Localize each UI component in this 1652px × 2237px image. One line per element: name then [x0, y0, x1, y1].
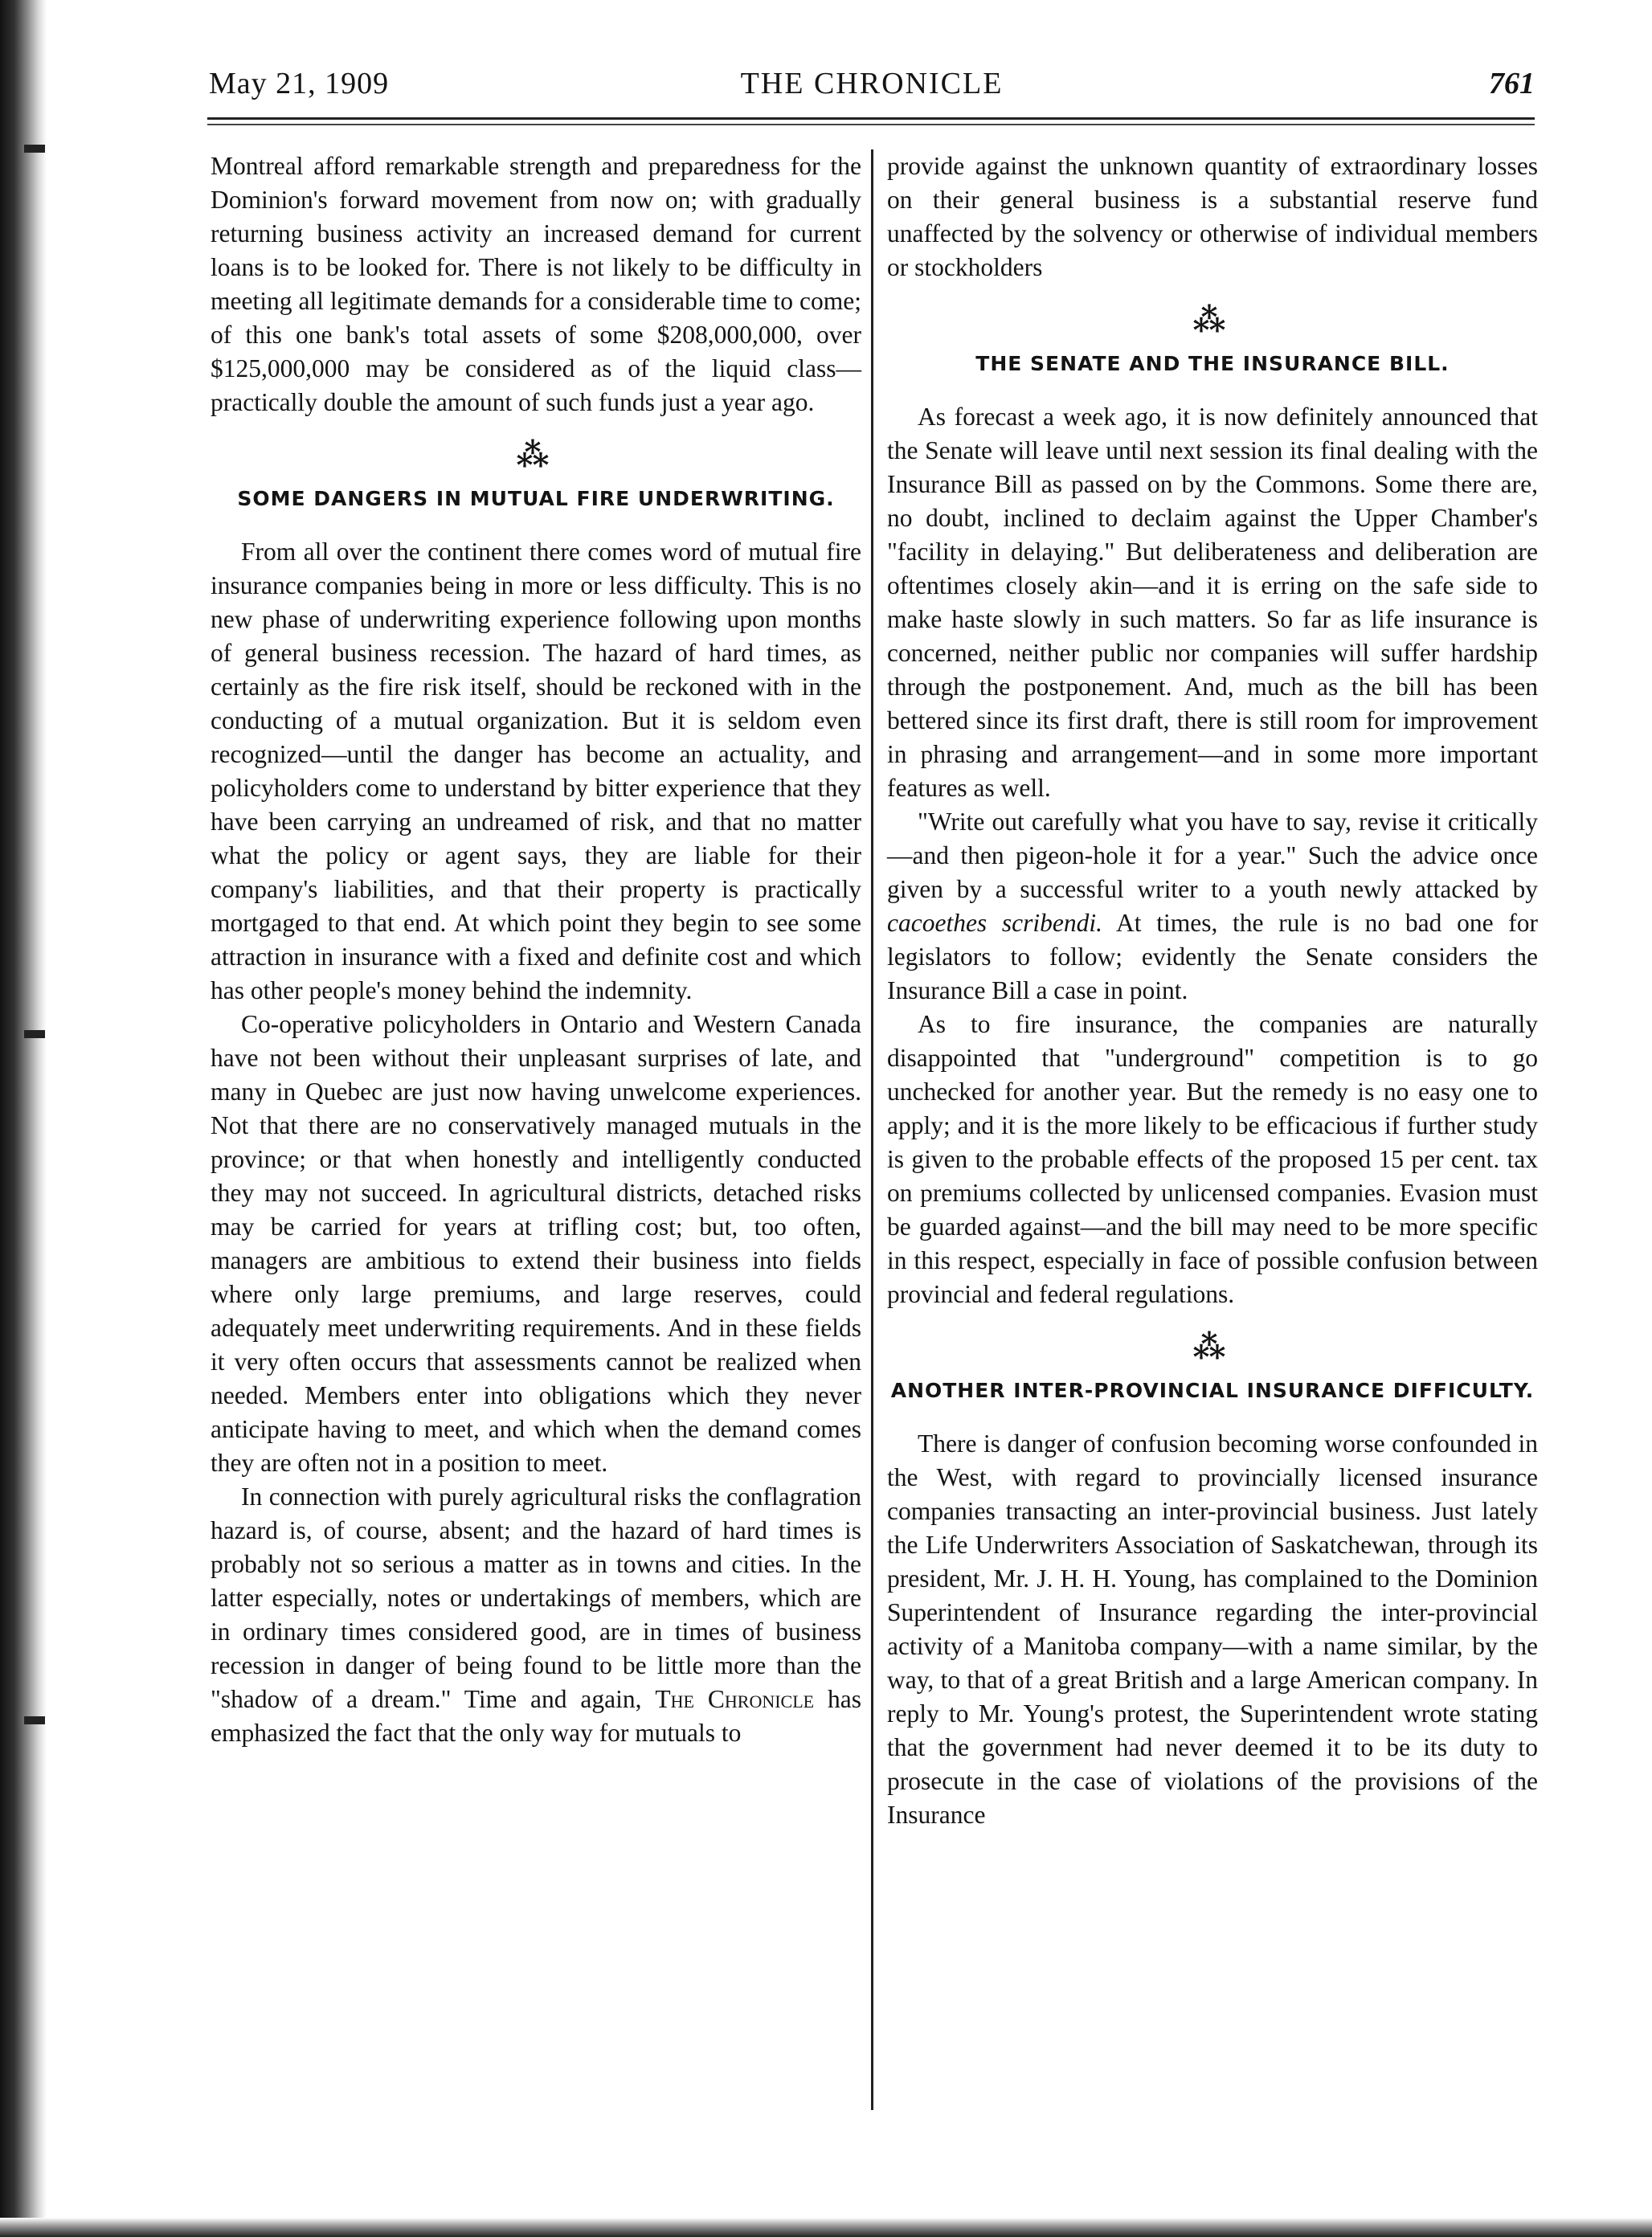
scan-edge-mark [24, 1030, 45, 1038]
scan-binding-edge [0, 0, 47, 2237]
article-heading-interprovincial: ANOTHER INTER-PROVINCIAL INSURANCE DIFFICULTY. [890, 1379, 1535, 1402]
article-paragraph: There is danger of confusion becoming worse confounded in the West, with regard to provincially licensed insurance companies transacting an inter-provincial business. Just lately the Life Underwriters Association of Saskatchewan, through its president, Mr. J. H. H. Young, has complained to the Dominion Superintendent of Insurance regarding the inter-provincial activity of a Manitoba company—with a name similar, by the way, to that of a great British and a large American company. In reply to Mr. Young's protest, the Superintendent wrote stating that the government had never deemed it to be its duty to prosecute in the case of violations of the provisions of the Insurance [887, 1429, 1538, 1829]
header-rule-secondary [207, 124, 1535, 125]
publication-name: The Chronicle [655, 1685, 815, 1713]
article-paragraph: From all over the continent there comes word of mutual fire insurance companies being in more or less difficulty. This is no new phase of underwriting experience following upon months of general business recession. The hazard of hard times, as certainly as the fire risk itself, should be reckoned with in the conducting of a mutual organization. But it is seldom even recognized—until the danger has become an actuality, and policyholders come to understand by bitter experience that they have been carrying an undreamed of risk, and that no matter what the policy or agent says, they are liable for their company's liabilities, and that their property is practically mortgaged to that end. At which point they begin to see some attraction in insurance with a fixed and definite cost and which has other people's money behind the indemnity. [211, 538, 861, 1004]
latin-phrase: cacoethes scribendi. [887, 909, 1103, 937]
paragraph-text: has emphasized the fact that the only way for mutuals to [211, 1685, 862, 1747]
section-ornament: ⁂ [1192, 1329, 1233, 1365]
continued-paragraph: Montreal afford remarkable strength and preparedness for the Dominion's forward movement from now on; with gradually returning business activity an increased demand for current loans is to be looked for. There is not likely to be difficulty in meeting all legitimate demands for a considerable time to come; of this one bank's total assets of some $208,000,000, over $125,000,000 may be considered as of the liquid class—practically double the amount of such funds just a year ago. [211, 152, 861, 416]
scan-edge-mark [24, 1716, 45, 1724]
scan-edge-mark [24, 145, 45, 153]
header-rule [207, 117, 1535, 120]
paragraph-text: "Write out carefully what you have to say, revise it critically—and then pigeon-hole it for a year." Such the advice once given by a successful writer to a youth newly attacked by [887, 808, 1538, 903]
publication-title: THE CHRONICLE [740, 67, 1004, 100]
continued-paragraph: provide against the unknown quantity of extraordinary losses on their general business is a substantial reserve fund unaffected by the solvency or otherwise of individual members or stockholders [887, 152, 1538, 281]
article-paragraph [211, 1480, 861, 1750]
article-paragraph [887, 805, 1538, 1008]
article-heading-mutual-fire: SOME DANGERS IN MUTUAL FIRE UNDERWRITING. [237, 487, 835, 510]
article-heading-senate: THE SENATE AND THE INSURANCE BILL. [975, 352, 1450, 375]
right-column [887, 149, 1538, 1832]
page-header [209, 66, 1535, 108]
section-ornament: ⁂ [516, 437, 556, 473]
page-number: 761 [1489, 67, 1535, 100]
article-paragraph: As to fire insurance, the companies are naturally disappointed that "underground" competition is to go unchecked for another year. But the remedy is no easy one to apply; and it is the more likely to be efficacious if further study is given to the probable effects of the proposed 15 per cent. tax on premiums collected by unlicensed companies. Evasion must be guarded against—and the bill may need to be more specific in this respect, especially in face of possible confusion between provincial and federal regulations. [887, 1010, 1538, 1308]
column-divider [871, 149, 873, 2110]
paragraph-text: At times, the rule is no bad one for legislators to follow; evidently the Senate considers the Insurance Bill a case in point. [887, 909, 1538, 1004]
paragraph-text: In connection with purely agricultural risks the conflagration hazard is, of course, absent; and the hazard of hard times is probably not so serious a matter as in towns and cities. In the latter especially, notes or undertakings of members, which are in ordinary times considered good, are in times of business recession in danger of being found to be little more than the "shadow of a dream." Time and again, [211, 1482, 861, 1713]
article-paragraph: Co-operative policyholders in Ontario and Western Canada have not been without their unpleasant surprises of late, and many in Quebec are just now having unwelcome experiences. Not that there are no conservatively managed mutuals in the province; or that when honestly and intelligently conducted they may not succeed. In agricultural districts, detached risks may be carried for years at trifling cost; but, too often, managers are ambitious to extend their business into fields where only large premiums, and large reserves, could adequately meet underwriting requirements. And in these fields it very often occurs that assessments cannot be realized when needed. Members enter into obligations which they never anticipate having to meet, and which when the demand comes they are often not in a position to meet. [211, 1010, 861, 1477]
left-column [211, 149, 861, 1750]
issue-date: May 21, 1909 [209, 67, 390, 100]
article-paragraph: As forecast a week ago, it is now definitely announced that the Senate will leave until next session its final dealing with the Insurance Bill as passed on by the Commons. Some there are, no doubt, inclined to declaim against the Upper Chamber's "facility in delaying." But deliberateness and deliberation are oftentimes closely akin—and it is erring on the safe side to make haste slowly in such matters. So far as life insurance is concerned, neither public nor companies will suffer hardship through the postponement. And, much as the bill has been bettered since its first draft, there is still room for improvement in phrasing and arrangement—and in some more important features as well. [887, 403, 1538, 802]
section-ornament: ⁂ [1192, 302, 1233, 338]
scan-bottom-edge [0, 2218, 1652, 2237]
